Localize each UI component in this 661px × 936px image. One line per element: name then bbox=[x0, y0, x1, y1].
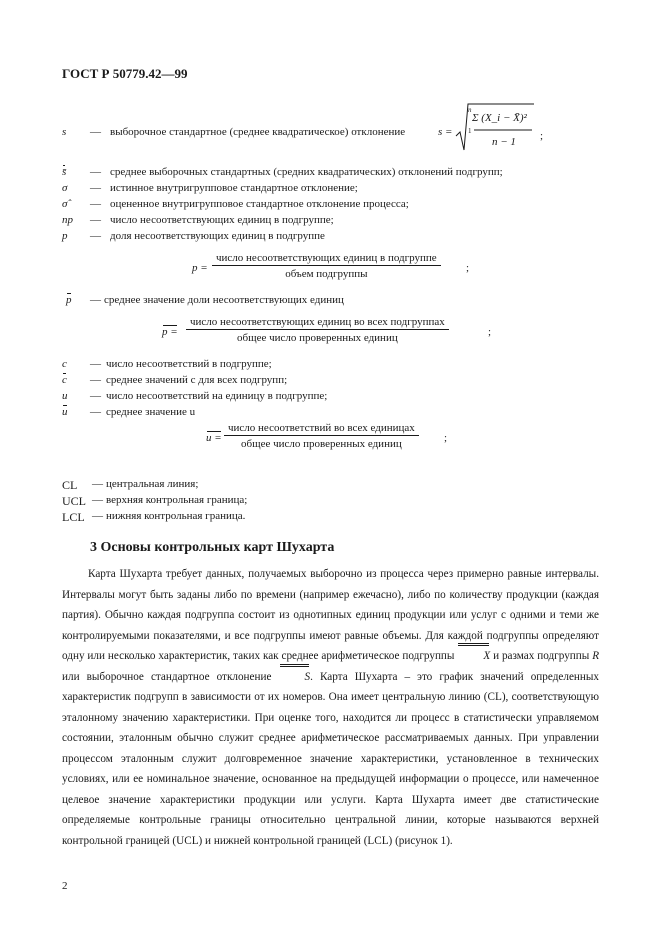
definition-text: число несоответствующих единиц в подгруппе; bbox=[110, 214, 334, 226]
symbol-c-bar: c bbox=[62, 374, 67, 386]
definition-text: верхняя контрольная граница; bbox=[106, 494, 248, 506]
definition-text: истинное внутригрупповое стандартное отклонение; bbox=[110, 182, 358, 194]
dash: — bbox=[90, 294, 101, 306]
s-formula-lhs: s = bbox=[438, 126, 453, 138]
dash: — bbox=[90, 230, 101, 242]
symbol-sigma-hat: σ̂ bbox=[62, 198, 68, 210]
semicolon: ; bbox=[466, 262, 470, 274]
sum-upper-limit: n bbox=[468, 106, 472, 114]
dash: — bbox=[90, 126, 101, 138]
definition-text: нижняя контрольная граница. bbox=[106, 510, 246, 522]
symbol-x-double-bar: X bbox=[457, 646, 490, 667]
s-definition-text: выборочное стандартное (среднее квадратическое) отклонение bbox=[110, 126, 406, 138]
symbol-u: u bbox=[62, 390, 68, 402]
dash: — bbox=[90, 166, 101, 178]
s-formula-denominator: n − 1 bbox=[492, 136, 516, 148]
definition-text: число несоответствий на единицу в подгруппе; bbox=[106, 390, 328, 402]
definition-text: доля несоответствующих единиц в подгруппе bbox=[110, 230, 325, 242]
fraction-numerator: число несоответствующих единиц во всех подгруппах bbox=[186, 316, 449, 330]
definition-text: среднее выборочных стандартных (средних квадратических) отклонений подгрупп; bbox=[110, 166, 503, 178]
sum-numerator: Σ (X_i − X̄)² bbox=[472, 112, 527, 124]
pbar-formula-fraction bbox=[186, 316, 449, 344]
abbr-cl: CL bbox=[62, 478, 78, 492]
definition-text: среднее значение доли несоответствующих единиц bbox=[104, 294, 344, 306]
symbol-c: c bbox=[62, 358, 67, 370]
section-heading: 3 Основы контрольных карт Шухарта bbox=[90, 540, 335, 555]
abbr-ucl: UCL bbox=[62, 494, 86, 508]
dash: — bbox=[90, 374, 101, 386]
ubar-formula-fraction bbox=[224, 422, 419, 450]
symbol-p-bar: p bbox=[66, 294, 72, 306]
p-formula-lhs: p = bbox=[192, 262, 208, 274]
definition-text: среднее значение u bbox=[106, 406, 196, 418]
page-number: 2 bbox=[62, 880, 68, 892]
symbol-sigma: σ bbox=[62, 182, 68, 194]
fraction-numerator: число несоответствующих единиц в подгруппе bbox=[212, 252, 441, 266]
symbol-r: R bbox=[592, 650, 600, 662]
symbol-u-bar: u bbox=[62, 406, 68, 418]
semicolon: ; bbox=[488, 326, 492, 338]
fraction-denominator: объем подгруппы bbox=[285, 268, 368, 280]
p-formula-fraction bbox=[212, 252, 441, 280]
semicolon: ; bbox=[540, 130, 544, 142]
definition-text: оцененное внутригрупповое стандартное отклонение процесса; bbox=[110, 198, 409, 210]
dash: — bbox=[92, 494, 103, 506]
fraction-denominator: общее число проверенных единиц bbox=[237, 332, 398, 344]
definition-text: число несоответствий в подгруппе; bbox=[106, 358, 272, 370]
dash: — bbox=[90, 390, 101, 402]
fraction-denominator: общее число проверенных единиц bbox=[241, 438, 402, 450]
fraction-numerator: число несоответствий во всех единицах bbox=[224, 422, 419, 436]
dash: — bbox=[92, 478, 103, 490]
dash: — bbox=[92, 510, 103, 522]
symbol-p: p bbox=[62, 230, 68, 242]
symbol-s: s bbox=[62, 126, 67, 138]
definition-text: среднее значений c для всех подгрупп; bbox=[106, 374, 288, 386]
definition-text: центральная линия; bbox=[106, 478, 199, 490]
dash: — bbox=[90, 198, 101, 210]
dash: — bbox=[90, 358, 101, 370]
body-paragraph: Карта Шухарта требует данных, получаемых выборочно из процесса через примерно равные интервалы. Интервалы могут быть заданы либо по времени (например ежечасно), либо по количеству продукции (каждая партия). Обычно каждая подгруппа состоит из однотипных единиц продукции или услуг с одними и теми же контролируемыми показателями, и все подгруппы имеют равные объемы. Для каждой подгруппы определяют одну или несколько характеристик, таких как среднее арифметическое подгруппы X и размах подгруппы R или выборочное стандартное отклонение S. Карта Шухарта – это график значений определенных характеристик подгрупп в зависимости от их номеров. Она имеет центральную линию (CL), соответствующую эталонному значению характеристики. При оценке того, находится ли процесс в статистически управляемом состоянии, эталонным обычно служит среднее арифметическое рассматриваемых данных. При управлении процессом эталонным служит долговременное значение характеристики, установленное в технических условиях, или ее номинальное значение, основанное на предыдущей информации о процессе, или намеченное целевое значение характеристики продукции или услуги. Карта Шухарта имеет две статистические определяемые контрольные границы относительно центральной линии, которые называются верхней контрольной границей (UCL) и нижней контрольной границей (LCL) (рисунок 1). bbox=[62, 568, 600, 847]
dash: — bbox=[90, 406, 101, 418]
dash: — bbox=[90, 214, 101, 226]
semicolon: ; bbox=[444, 432, 448, 444]
ubar-formula-lhs: u = bbox=[206, 432, 222, 444]
sum-lower-limit: 1 bbox=[468, 127, 472, 135]
abbr-lcl: LCL bbox=[62, 510, 85, 524]
document-header: ГОСТ Р 50779.42—99 bbox=[62, 66, 188, 81]
symbol-s-bar: s̄ bbox=[62, 166, 67, 178]
pbar-formula-lhs: p = bbox=[162, 326, 178, 338]
symbol-np: np bbox=[62, 214, 73, 226]
symbol-s-double-bar: S bbox=[279, 667, 311, 688]
dash: — bbox=[90, 182, 101, 194]
